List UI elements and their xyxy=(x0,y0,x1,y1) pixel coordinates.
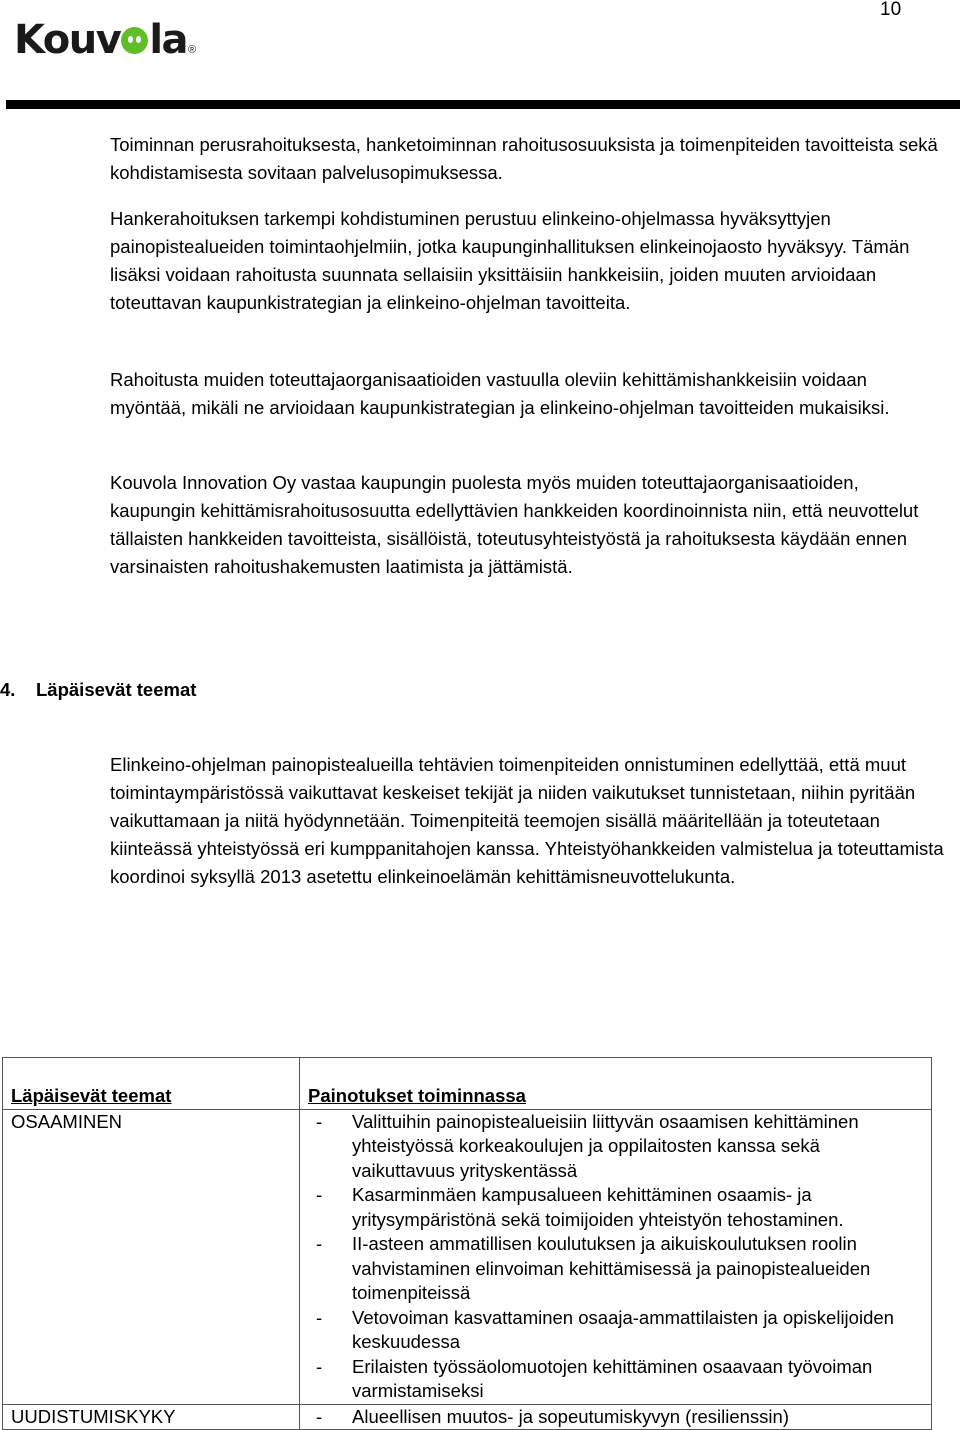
table-header-themes: Läpäisevät teemat xyxy=(3,1058,300,1110)
table-header-focus: Painotukset toiminnassa xyxy=(300,1058,932,1110)
registered-mark: ® xyxy=(188,44,197,56)
list-item-text: II-asteen ammatillisen koulutuksen ja aikuiskoulutuksen roolin vahvistaminen elinvoiman kehittämisessä ja painopistealueiden toimenpiteissä xyxy=(352,1233,871,1303)
logo-text-end: la xyxy=(149,17,188,63)
focus-list xyxy=(308,1110,931,1404)
focus-cell xyxy=(300,1109,932,1404)
logo-smiley-icon xyxy=(121,27,148,54)
list-dash: - xyxy=(316,1306,323,1328)
paragraph-2: Hankerahoituksen tarkempi kohdistuminen perustuu elinkeino-ohjelmassa hyväksyttyjen painopistealueiden toimintaohjelmiin, jotka kaupunginhallituksen elinkeinojaosto hyväksyy. Tämän lisäksi voidaan rahoitusta suunnata sellaisiin yksittäisiin hankkeisiin, joiden muuten arvioidaan toteuttavan kaupunkistrategian ja elinkeino-ohjelman tavoitteita. xyxy=(110,208,910,313)
focus-cell xyxy=(300,1404,932,1430)
page-number: 10 xyxy=(880,0,902,20)
list-item xyxy=(316,1355,931,1404)
header-divider xyxy=(6,100,960,109)
theme-cell: OSAAMINEN xyxy=(3,1109,300,1404)
kouvola-logo xyxy=(14,17,197,63)
list-item-text: Alueellisen muutos- ja sopeutumiskyvyn (resilienssin) xyxy=(352,1405,789,1427)
list-dash: - xyxy=(316,1110,323,1132)
list-dash: - xyxy=(316,1233,323,1254)
list-item xyxy=(316,1405,931,1430)
list-item xyxy=(316,1232,931,1306)
section-heading xyxy=(0,676,196,704)
paragraph-1: Toiminnan perusrahoituksesta, hanketoiminnan rahoitusosuuksista ja toimenpiteiden tavoitteista sekä kohdistamisesta sovitaan palvelusopimuksessa. xyxy=(110,134,938,183)
list-item-text: Valittuihin painopistealueisiin liittyvän osaamisen kehittäminen yhteistyössä korkeakoulujen ja oppilaitosten kanssa sekä vaikuttavuus yrityskentässä xyxy=(352,1110,859,1181)
list-item-text: Vetovoiman kasvattaminen osaaja-ammattilaisten ja opiskelijoiden keskuudessa xyxy=(352,1306,894,1352)
section-paragraph: Elinkeino-ohjelman painopistealueilla tehtävien toimenpiteiden onnistuminen edellyttää, että muut toimintaympäristössä vaikuttavat keskeiset tekijät ja niiden vaikutukset tunnistetaan, niihin pyritään vaikuttamaan ja niitä hyödynnetään. Toimenpiteitä teemojen sisällä määritellään ja toteutetaan kiinteässä yhteistyössä eri kumppanitahojen kanssa. Yhteistyöhankkeiden valmistelua ja toteuttamista koordinoi syksyllä 2013 asetettu elinkeinoelämän kehittämisneuvottelukunta. xyxy=(110,754,944,887)
focus-list xyxy=(308,1405,931,1430)
paragraph-4: Kouvola Innovation Oy vastaa kaupungin puolesta myös muiden toteuttajaorganisaatioiden, kaupungin kehittämisrahoitusosuutta edellyttävien hankkeiden koordinoinnista niin, että neuvottelut tällaisten hankkeiden tavoitteista, sisällöistä, toteutusyhteistyöstä ja rahoituksesta käydään ennen varsinaisten rahoitushakemusten laatimista ja jättämistä. xyxy=(110,472,919,577)
list-item-text: Kasarminmäen kampusalueen kehittäminen osaamis- ja yritysympäristönä sekä toimijoiden yhteistyön tehostaminen. xyxy=(352,1184,844,1230)
list-item xyxy=(316,1183,931,1232)
list-item-text: Erilaisten työssäolomuotojen kehittäminen osaavaan työvoiman varmistamiseksi xyxy=(352,1355,873,1401)
section-number: 4. xyxy=(0,679,16,700)
section-title: Läpäisevät teemat xyxy=(36,679,197,700)
list-dash: - xyxy=(316,1405,323,1427)
table-header-row xyxy=(3,1058,932,1110)
list-item xyxy=(316,1306,931,1355)
paragraph-3: Rahoitusta muiden toteuttajaorganisaatioiden vastuulla oleviin kehittämishankkeisiin voidaan myöntää, mikäli ne arvioidaan kaupunkistrategian ja elinkeino-ohjelman tavoitteiden mukaisiksi. xyxy=(110,369,890,418)
list-item xyxy=(316,1110,931,1184)
table-row xyxy=(3,1404,932,1430)
logo-text-start: Kouv xyxy=(14,17,121,63)
themes-table xyxy=(2,1057,932,1430)
theme-cell: UUDISTUMISKYKY xyxy=(3,1404,300,1430)
list-dash: - xyxy=(316,1184,323,1205)
list-dash: - xyxy=(316,1355,323,1377)
table-row xyxy=(3,1109,932,1404)
